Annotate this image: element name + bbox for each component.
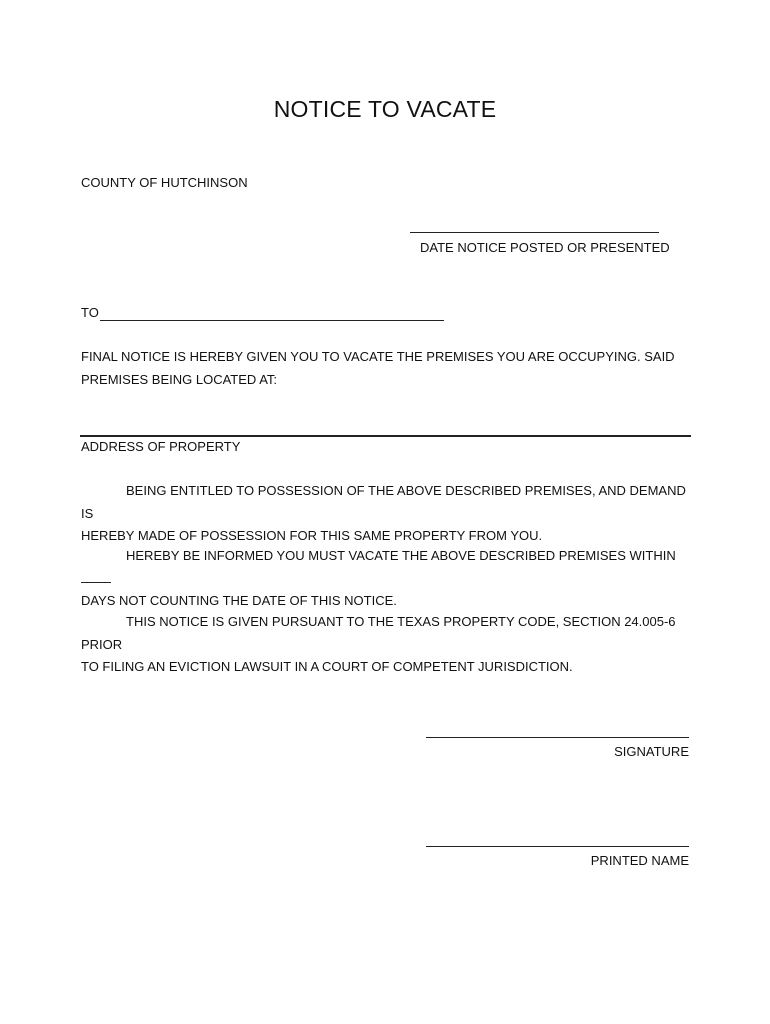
printed-name-blank-line[interactable] [426,846,689,847]
date-label: DATE NOTICE POSTED OR PRESENTED [420,240,670,255]
signature-blank-line[interactable] [426,737,689,738]
vacate-paragraph [81,545,693,613]
pursuant-paragraph [81,611,693,679]
county-label: COUNTY OF HUTCHINSON [81,175,248,190]
vacate-line-2: DAYS NOT COUNTING THE DATE OF THIS NOTICE. [81,593,397,608]
pursuant-line-2: TO FILING AN EVICTION LAWSUIT IN A COURT OF COMPETENT JURISDICTION. [81,659,573,674]
possession-paragraph [81,480,693,548]
to-label: TO [81,305,99,320]
final-notice-line-1: FINAL NOTICE IS HEREBY GIVEN YOU TO VACATE THE PREMISES YOU ARE OCCUPYING. SAID [81,349,675,364]
possession-line-2: HEREBY MADE OF POSSESSION FOR THIS SAME PROPERTY FROM YOU. [81,528,543,543]
pursuant-line-1: THIS NOTICE IS GIVEN PURSUANT TO THE TEXAS PROPERTY CODE, SECTION 24.005-6 PRIOR [81,614,676,652]
to-blank-line[interactable] [100,320,444,321]
final-notice-line-2: PREMISES BEING LOCATED AT: [81,371,278,387]
printed-name-label: PRINTED NAME [590,853,689,868]
date-blank-line[interactable] [410,232,659,233]
possession-line-1: BEING ENTITLED TO POSSESSION OF THE ABOVE DESCRIBED PREMISES, AND DEMAND IS [81,483,686,521]
document-title: NOTICE TO VACATE [273,96,497,122]
final-notice-paragraph [81,346,693,391]
days-blank-line[interactable] [81,570,111,583]
vacate-line-1: HEREBY BE INFORMED YOU MUST VACATE THE ABOVE DESCRIBED PREMISES WITHIN [126,548,676,563]
address-label: ADDRESS OF PROPERTY [81,439,241,454]
signature-label: SIGNATURE [614,744,689,759]
